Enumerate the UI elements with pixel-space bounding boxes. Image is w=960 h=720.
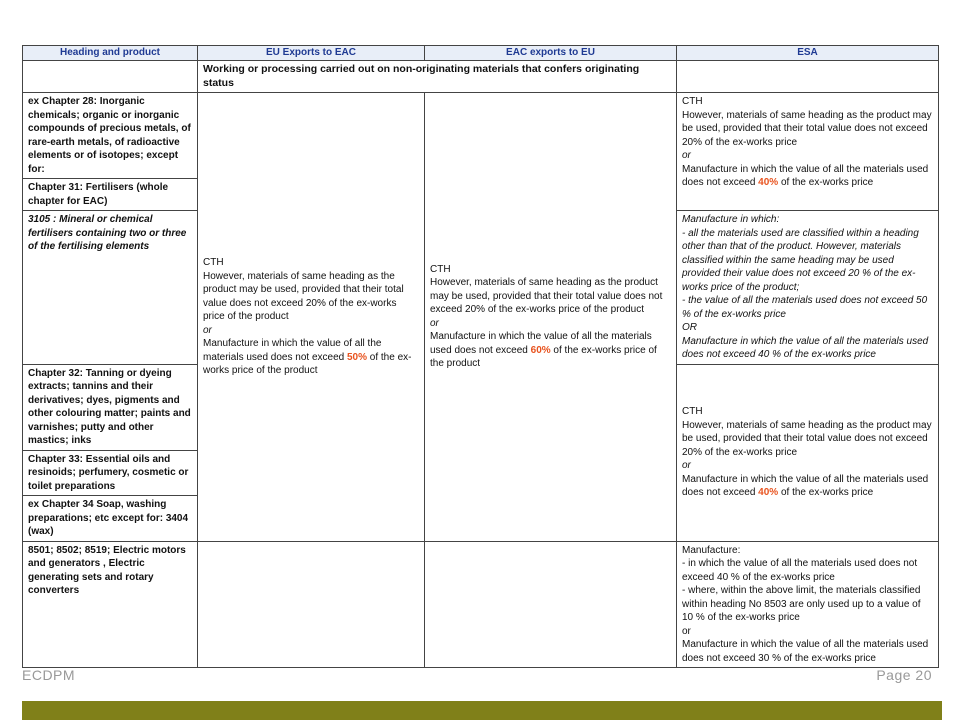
eac-empty-8501	[425, 541, 677, 668]
footer-bar	[22, 701, 942, 720]
esa4-l5: Manufacture in which the value of all the materials used does not exceed 30 % of the ex-works price	[682, 639, 929, 664]
table-row	[23, 541, 939, 668]
product-chapter-34: ex Chapter 34 Soap, washing preparations; etc except for: 3404 (wax)	[23, 496, 198, 542]
esa1-text2	[682, 163, 933, 190]
eu-or: or	[203, 324, 212, 336]
table-row	[23, 93, 939, 179]
footer-page-number: Page 20	[876, 667, 932, 683]
header-esa: ESA	[677, 46, 939, 61]
eu-text1: However, materials of same heading as the product may be used, provided that their total value does not exceed 20% of the ex-works price of the product	[203, 270, 404, 322]
eac-text2b: of the ex-works price of the product	[430, 344, 657, 370]
esa4-l1: Manufacture:	[682, 544, 741, 556]
esa1-text2b: of the ex-works price	[778, 177, 874, 188]
esa2-l2: - all the materials used are classified within a heading other than that of the product. However, materials classified within the same heading may be used provided their value does not exceed 20 % of the ex-works price of the product;	[682, 227, 919, 293]
rules-of-origin-table	[22, 45, 939, 668]
footer-organization: ECDPM	[22, 667, 76, 683]
esa-rule-8501	[677, 541, 939, 668]
subheader-row	[23, 61, 939, 93]
eu-exports-rule-cell	[198, 93, 425, 542]
esa1-or: or	[682, 150, 691, 161]
esa1-text1: However, materials of same heading as the product may be used, provided that their total value does not exceed 20% of the ex-works price	[682, 109, 932, 148]
header-heading-product: Heading and product	[23, 46, 198, 61]
eac-pct: 60%	[530, 344, 551, 356]
esa3-text2	[682, 473, 933, 500]
esa1-pct: 40%	[758, 177, 779, 188]
eu-text2b: of the ex-works price of the product	[203, 351, 412, 376]
esa1-cth: CTH	[682, 96, 703, 107]
esa3-text2a: Manufacture in which the value of all the materials used does not exceed	[682, 473, 929, 499]
header-eac-exports: EAC exports to EU	[425, 46, 677, 61]
esa2-l1: Manufacture in which:	[682, 214, 780, 225]
eac-or: or	[430, 317, 439, 329]
esa-rule-chapter-28-31	[677, 93, 939, 211]
esa2-l3: - the value of all the materials used does not exceed 50 % of the ex-works price	[682, 295, 928, 320]
eac-text1: However, materials of same heading as the product may be used, provided that their total value does not exceed 20% of the ex-works price of the product	[430, 277, 663, 316]
eac-text2	[430, 330, 671, 371]
subheader-empty-cell	[23, 61, 198, 93]
product-3105: 3105 : Mineral or chemical fertilisers containing two or three of the fertilising elements	[23, 211, 198, 365]
product-chapter-32: Chapter 32: Tanning or dyeing extracts; tannins and their derivatives; dyes, pigments and other colouring matter; paints and varnishes; putty and other mastics; inks	[23, 364, 198, 450]
esa4-l2: - in which the value of all the materials used does not exceed 40 % of the ex-works price	[682, 558, 918, 583]
eu-cth: CTH	[203, 257, 224, 268]
product-chapter-31: Chapter 31: Fertilisers (whole chapter for EAC)	[23, 179, 198, 211]
eu-text2	[203, 337, 419, 378]
esa4-l3: - where, within the above limit, the materials classified within heading No 8503 are only used up to a value of 10 % of the ex-works price	[682, 585, 921, 623]
eac-exports-rule-cell	[425, 93, 677, 542]
esa3-text2b: of the ex-works price	[778, 487, 874, 499]
product-chapter-33: Chapter 33: Essential oils and resinoids; perfumery, cosmetic or toilet preparations	[23, 450, 198, 496]
product-chapter-28: ex Chapter 28: Inorganic chemicals; organic or inorganic compounds of precious metals, of rare-earth metals, of radioactive elements or of isotopes; except for:	[23, 93, 198, 179]
eu-text2a: Manufacture in which the value of all the materials used does not exceed	[203, 338, 382, 363]
product-8501: 8501; 8502; 8519; Electric motors and generators , Electric generating sets and rotary converters	[23, 541, 198, 668]
eac-cth: CTH	[430, 263, 451, 275]
eac-text2a: Manufacture in which the value of all the materials used does not exceed	[430, 331, 652, 356]
esa-rule-chapter-32-34	[677, 364, 939, 541]
esa3-cth: CTH	[682, 406, 703, 418]
rules-of-origin-table-container	[22, 45, 938, 664]
header-eu-exports: EU Exports to EAC	[198, 46, 425, 61]
subheader-text: Working or processing carried out on non-originating materials that confers originating status	[198, 61, 677, 93]
esa3-text1: However, materials of same heading as the product may be used, provided that their total value does not exceed 20% of the ex-works price	[682, 419, 932, 458]
esa2-l4: OR	[682, 322, 697, 333]
eu-empty-8501	[198, 541, 425, 668]
esa2-l5: Manufacture in which the value of all the materials used does not exceed 40 % of the ex-works price	[682, 335, 929, 360]
header-row	[23, 46, 939, 61]
esa4-l4: or	[682, 625, 691, 637]
subheader-empty-esa	[677, 61, 939, 93]
esa1-text2a: Manufacture in which the value of all the materials used does not exceed	[682, 163, 929, 188]
esa3-pct: 40%	[758, 487, 779, 499]
esa-rule-3105	[677, 211, 939, 365]
esa3-or: or	[682, 460, 691, 472]
eu-pct: 50%	[346, 351, 367, 363]
